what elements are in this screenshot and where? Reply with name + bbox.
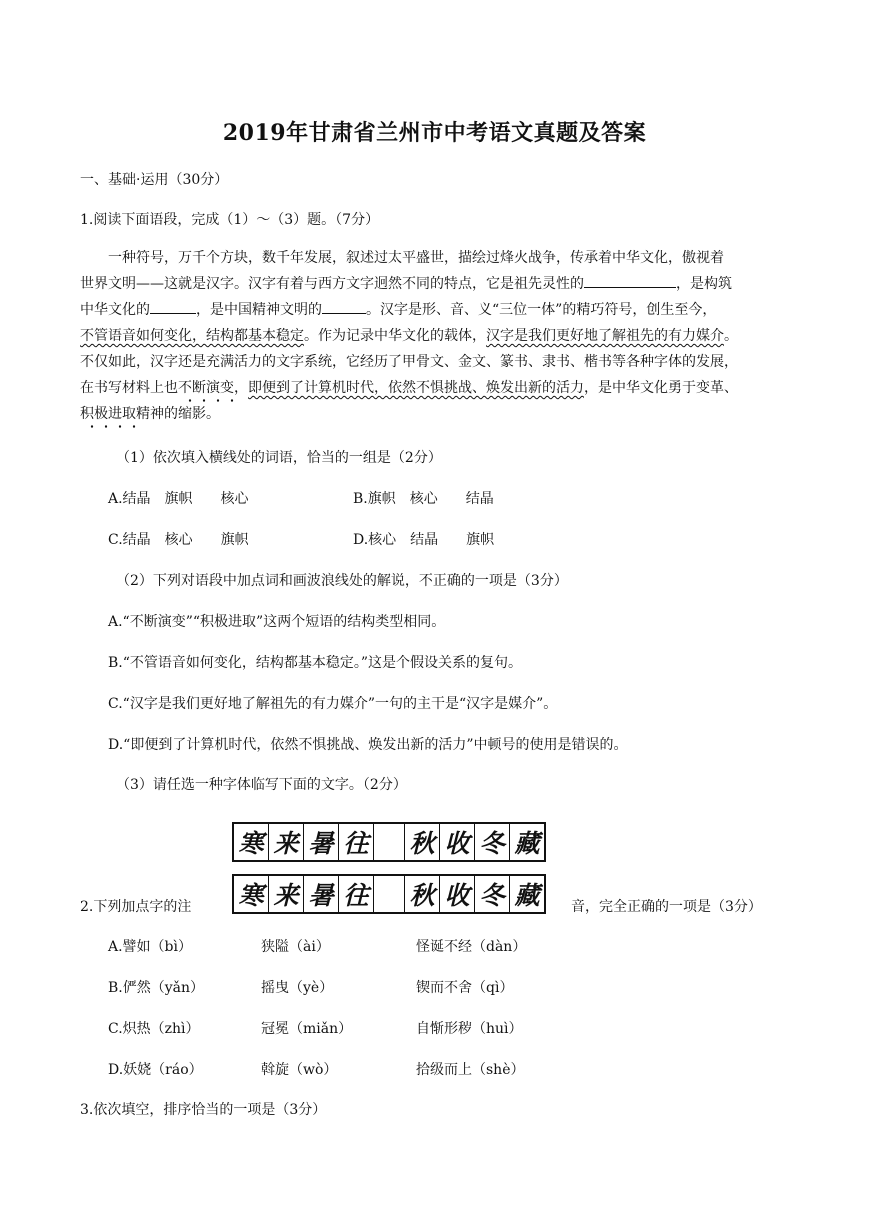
sub-question-1-stem: （1）依次填入横线处的词语，恰当的一组是（2分） (116, 450, 442, 466)
passage-line (80, 401, 792, 427)
passage-text: ，是中华文化勇于变革、 (584, 380, 738, 396)
passage-line: 不仅如此，汉字还是充满活力的文字系统，它经历了甲骨文、金文、篆书、隶书、楷书等各种字体的发展， (80, 354, 738, 370)
option-d-word-2[interactable]: 斡旋（wò） (261, 1062, 338, 1078)
calligraphy-char: 暑 (304, 824, 339, 860)
calligraphy-char: 冬 (475, 876, 510, 912)
wavy-underlined-text: 不管语音如何变化，结构都基本稳定 (80, 328, 304, 344)
option-b[interactable]: B.旗帜 核心 结晶 (353, 491, 494, 507)
passage-text: ，是中国精神文明的 (196, 302, 322, 318)
option-d-word-1[interactable]: D.妖娆（ráo） (108, 1062, 203, 1078)
calligraphy-char: 寒 (234, 824, 269, 860)
calligraphy-char: 藏 (514, 881, 540, 910)
wavy-underlined-text: 汉字是我们更好地了解祖先的有力媒介 (486, 328, 724, 344)
passage-text: 。汉字是形、音、义“三位一体”的精巧符号，创生至今， (366, 302, 717, 318)
calligraphy-practice-grid (232, 874, 546, 914)
passage-text: 精神的缩影。 (136, 406, 220, 422)
option-b-word-3[interactable]: 锲而不舍（qì） (416, 980, 514, 996)
fill-blank-2 (150, 298, 196, 314)
option-a-word-1[interactable]: A.譬如（bì） (108, 939, 192, 955)
calligraphy-char: 秋 (405, 824, 440, 860)
option-c-word-2[interactable]: 冠冕（miǎn） (261, 1021, 353, 1037)
calligraphy-char: 往 (339, 824, 374, 860)
wavy-underlined-text: 即便到了计算机时代，依然不惧挑战、焕发出新的活力 (248, 380, 584, 396)
question-2-stem-end: 音，完全正确的一项是（3分） (571, 899, 762, 915)
calligraphy-char: 收 (440, 876, 475, 912)
option-d[interactable]: D.“即便到了计算机时代，依然不惧挑战、焕发出新的活力”中顿号的使用是错误的。 (108, 737, 628, 753)
calligraphy-char: 来 (269, 824, 304, 860)
option-a-word-2[interactable]: 狭隘（ài） (261, 939, 330, 955)
calligraphy-char: 秋 (405, 876, 440, 912)
option-c-word-3[interactable]: 自惭形秽（huì） (416, 1021, 523, 1037)
question-2-stem-start: 2.下列加点字的注 (80, 899, 192, 915)
passage-text: 。 (724, 328, 738, 344)
passage-line (80, 271, 792, 297)
passage-text: 世界文明——这就是汉字。汉字有着与西方文字迥然不同的特点，它是祖先灵性的 (80, 276, 584, 292)
calligraphy-char: 寒 (234, 876, 269, 912)
option-a[interactable]: A.结晶 旗帜 核心 (108, 491, 249, 507)
passage-line (80, 375, 792, 401)
passage-text: ， (234, 380, 248, 396)
option-a-word-3[interactable]: 怪诞不经（dàn） (416, 939, 527, 955)
passage-text: 。作为记录中华文化的载体， (304, 328, 486, 344)
calligraphy-char: 收 (440, 824, 475, 860)
option-b-word-1[interactable]: B.俨然（yǎn） (108, 980, 205, 996)
calligraphy-char: 冬 (475, 824, 510, 860)
option-c[interactable]: C.结晶 核心 旗帜 (108, 532, 249, 548)
question-1-stem: 1.阅读下面语段，完成（1）～（3）题。（7分） (80, 212, 380, 228)
passage-line (80, 297, 792, 323)
passage-text: 中华文化的 (80, 302, 150, 318)
section-heading: 一、基础·运用（30分） (80, 172, 229, 188)
passage-text: ，是构筑 (676, 276, 732, 292)
fill-blank-1 (584, 272, 676, 288)
option-d-word-3[interactable]: 拾级而上（shè） (416, 1062, 525, 1078)
calligraphy-blank-cell (374, 876, 405, 912)
option-b[interactable]: B.“不管语音如何变化，结构都基本稳定。”这是个假设关系的复句。 (108, 655, 523, 671)
option-c[interactable]: C.“汉字是我们更好地了解祖先的有力媒介”一句的主干是“汉字是媒介”。 (108, 696, 558, 712)
question-3-stem: 3.依次填空，排序恰当的一项是（3分） (80, 1102, 327, 1118)
page-title: 2019年甘肃省兰州市中考语文真题及答案 (222, 120, 647, 146)
passage-text: 在书写材料上也 (80, 380, 178, 396)
fill-blank-3 (322, 298, 366, 314)
option-c-word-1[interactable]: C.炽热（zhì） (108, 1021, 200, 1037)
calligraphy-char: 往 (339, 876, 374, 912)
option-d[interactable]: D.核心 结晶 旗帜 (353, 532, 495, 548)
passage-line (80, 323, 792, 349)
calligraphy-char: 暑 (304, 876, 339, 912)
calligraphy-char: 来 (269, 876, 304, 912)
dotted-emphasis-text: 不断演变 (178, 380, 234, 396)
option-a[interactable]: A.“不断演变”“积极进取”这两个短语的结构类型相同。 (108, 614, 446, 630)
calligraphy-model-grid (232, 822, 546, 862)
calligraphy-blank-cell (374, 824, 405, 860)
passage-line: 一种符号，万千个方块，数千年发展，叙述过太平盛世，描绘过烽火战争，传承着中华文化，傲视着 (108, 250, 724, 266)
calligraphy-char: 藏 (514, 829, 540, 858)
reading-passage (80, 245, 792, 427)
option-b-word-2[interactable]: 摇曳（yè） (261, 980, 334, 996)
sub-question-2-stem: （2）下列对语段中加点词和画波浪线处的解说，不正确的一项是（3分） (116, 573, 568, 589)
dotted-emphasis-text: 积极进取 (80, 406, 136, 422)
sub-question-3-stem: （3）请任选一种字体临写下面的文字。（2分） (116, 777, 407, 793)
